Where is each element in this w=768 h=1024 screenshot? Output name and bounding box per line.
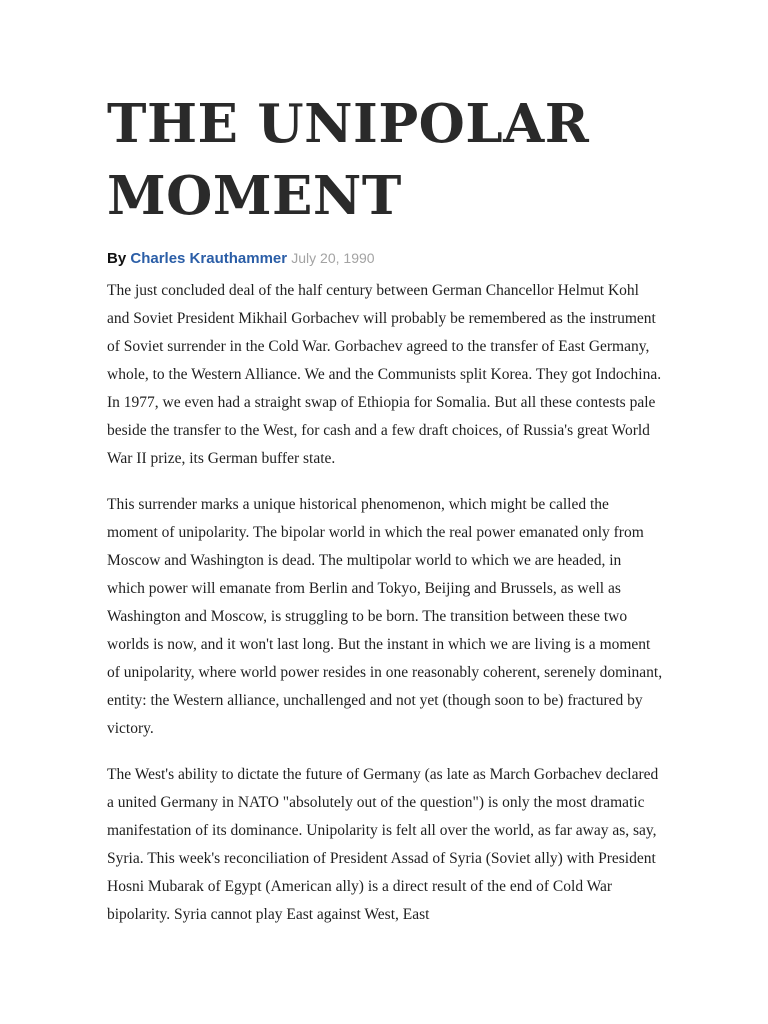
author-link[interactable]: Charles Krauthammer <box>130 250 288 267</box>
paragraph-3: The West's ability to dictate the future of Germany (as late as March Gorbachev declared a united Germany in NATO "absolutely out of the question") is only the most dramatic manifestation of its dominance. Unipolarity is felt all over the world, as far away as, say, Syria. This week's reconciliation of President Assad of Syria (Soviet ally) with President Hosni Mubarak of Egypt (American ally) is a direct result of the end of Cold War bipolarity. Syria cannot play East against West, East <box>107 766 659 923</box>
publish-date: July 20, 1990 <box>291 250 375 266</box>
byline <box>107 248 663 269</box>
article-title: THE UNIPOLAR MOMENT <box>107 93 590 227</box>
paragraph-1: The just concluded deal of the half century between German Chancellor Helmut Kohl and Soviet President Mikhail Gorbachev will probably be remembered as the instrument of Soviet surrender in the Cold War. Gorbachev agreed to the transfer of East Germany, whole, to the Western Alliance. We and the Communists split Korea. They got Indochina. In 1977, we even had a straight swap of Ethiopia for Somalia. But all these contests pale beside the transfer to the West, for cash and a few draft choices, of Russia's great World War II prize, its German buffer state. <box>107 282 662 467</box>
paragraph-2: This surrender marks a unique historical phenomenon, which might be called the moment of unipolarity. The bipolar world in which the real power emanated only from Moscow and Washington is dead. The multipolar world to which we are headed, in which power will emanate from Berlin and Tokyo, Beijing and Brussels, as well as Washington and Moscow, is struggling to be born. The transition between these two worlds is now, and it won't last long. But the instant in which we are living is a moment of unipolarity, where world power resides in one reasonably coherent, serenely dominant, entity: the Western alliance, unchallenged and not yet (though soon to be) fractured by victory. <box>107 496 663 737</box>
article <box>107 88 663 947</box>
byline-prefix: By <box>107 250 127 267</box>
article-body <box>107 277 663 929</box>
